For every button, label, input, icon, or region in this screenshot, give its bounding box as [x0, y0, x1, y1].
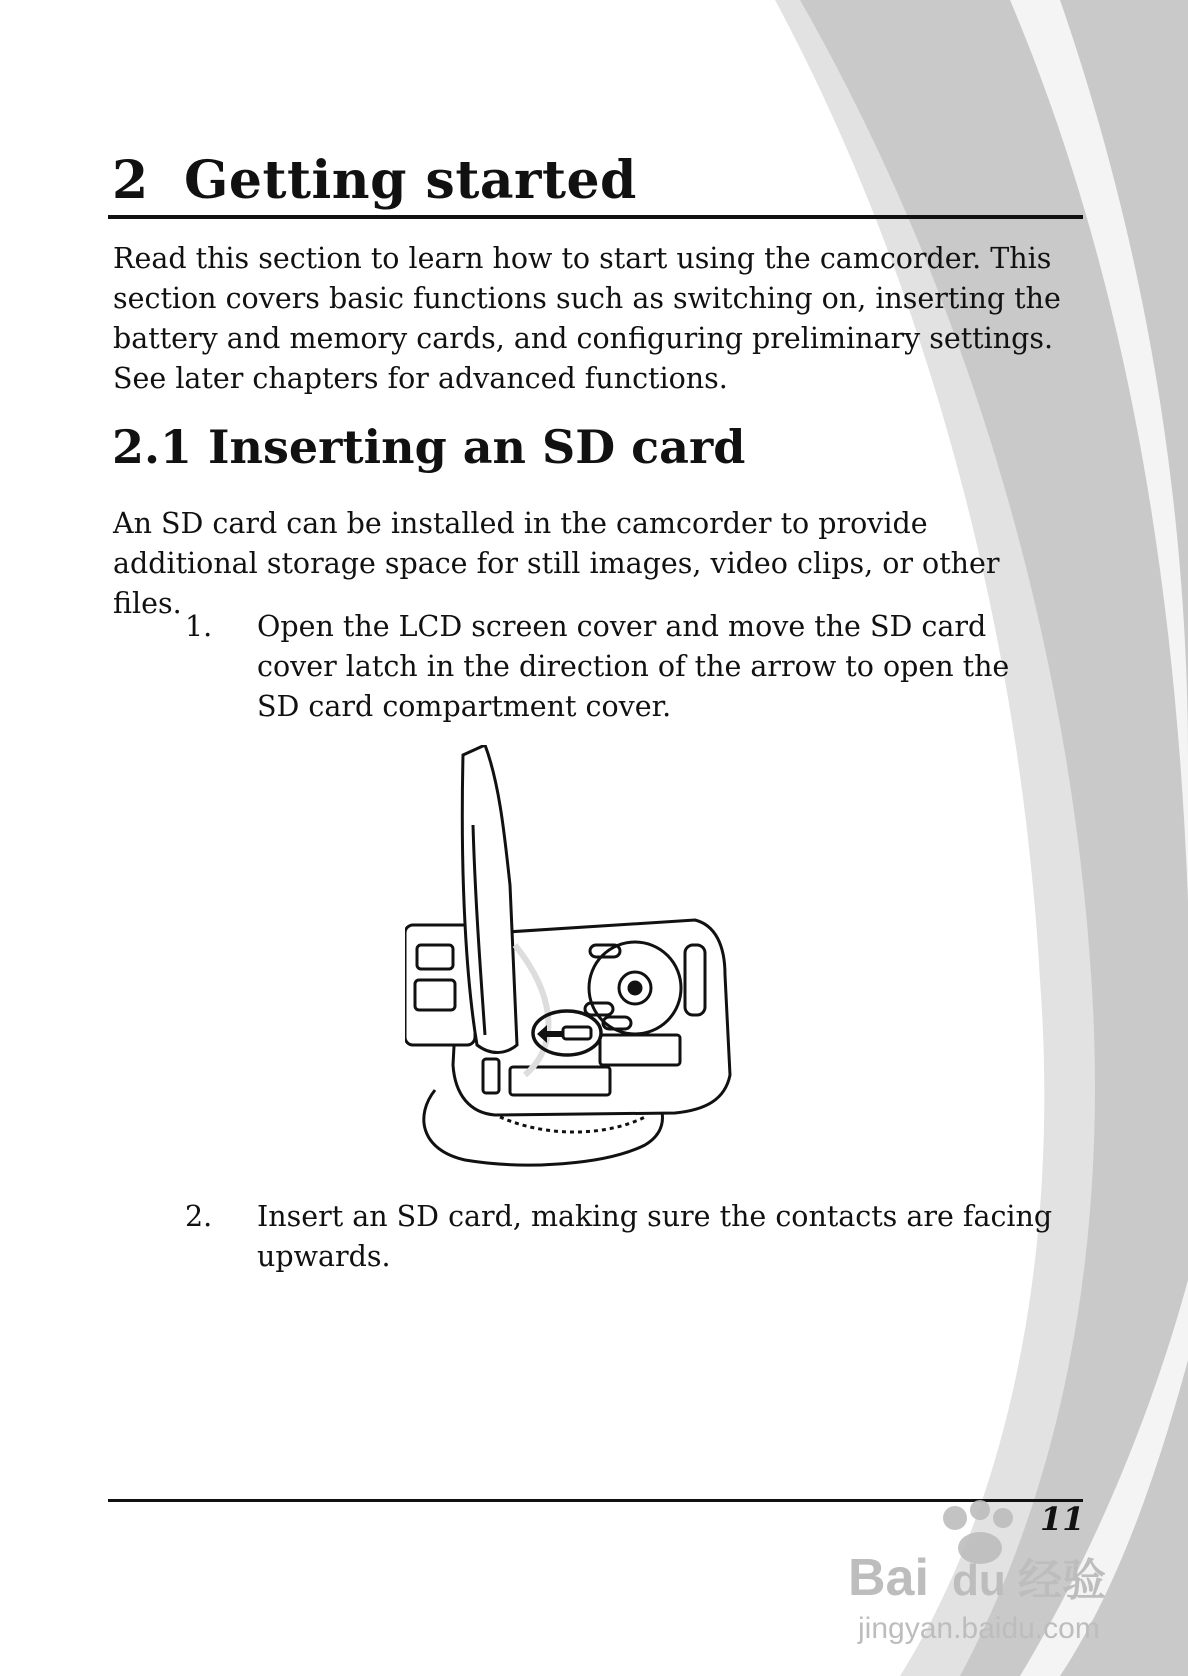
watermark-url: jingyan.baidu.com	[858, 1612, 1100, 1645]
heading-rule	[108, 215, 1083, 219]
watermark-brand-du: du	[952, 1556, 1006, 1605]
intro-paragraph: Read this section to learn how to start using the camcorder. This section covers basic functions such as switching on, inserting the battery and memory cards, and configuring preliminary settings. See later chapters for advanced functions.	[113, 242, 1061, 395]
step-text: Open the LCD screen cover and move the SD card cover latch in the direction of the arrow to open the SD card compartment cover.	[257, 610, 1010, 723]
step-number: 2.	[185, 1200, 213, 1233]
lcd-screen	[462, 745, 517, 1053]
section-paragraph: An SD card can be installed in the camcorder to provide additional storage space for still images, video clips, or other files.	[113, 507, 1000, 620]
baidu-watermark	[840, 1490, 1120, 1650]
chapter-number: 2	[112, 150, 149, 211]
camcorder-illustration	[405, 745, 785, 1175]
watermark-brand-cn: 经验	[1018, 1555, 1106, 1606]
section-title: 2.1 Inserting an SD card	[112, 420, 746, 474]
step-text: Insert an SD card, making sure the contacts are facing upwards.	[257, 1200, 1053, 1273]
paw-print-icon	[943, 1506, 967, 1530]
watermark-brand-latin: Bai	[848, 1549, 929, 1607]
page-number: 11	[1040, 1500, 1085, 1538]
chapter-title	[112, 150, 637, 211]
step-number: 1.	[185, 610, 213, 643]
chapter-title-text: Getting started	[184, 150, 637, 211]
